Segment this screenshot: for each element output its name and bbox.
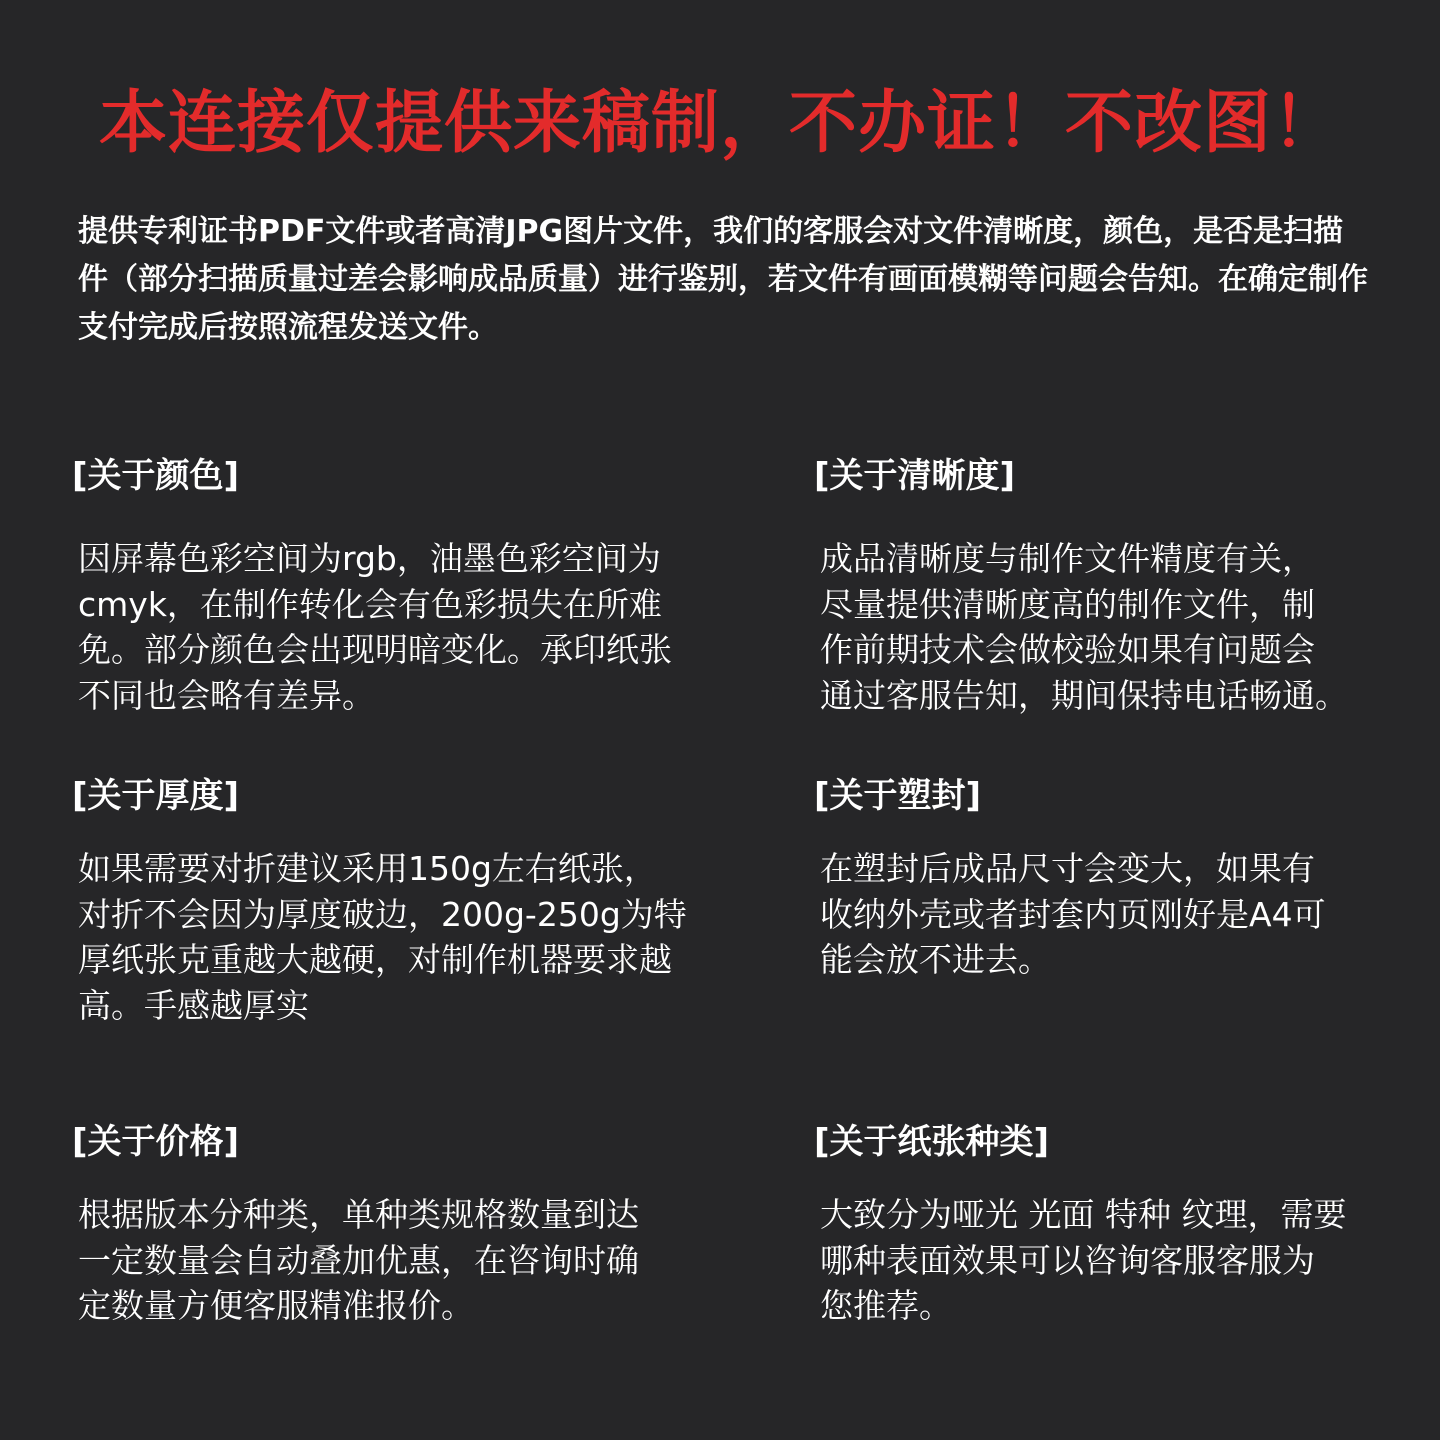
body-line: 通过客服告知，期间保持电话畅通。 (820, 675, 1348, 715)
section-title: [关于塑封] (814, 776, 982, 816)
body-line: 能会放不进去。 (820, 940, 1051, 979)
headline: 本连接仅提供来稿制，不办证！不改图！ (98, 84, 1341, 163)
body-line: cmyk，在制作转化会有色彩损失在所难 (78, 584, 662, 624)
section-paper-types (814, 1122, 1440, 1325)
body-line: 在塑封后成品尺寸会变大，如果有 (820, 849, 1315, 888)
body-line: 高。手感越厚实 (78, 985, 309, 1025)
section-lamination (814, 776, 1440, 979)
body-line: 一定数量会自动叠加优惠，在咨询时确 (78, 1240, 639, 1280)
body-line: 大致分为哑光 光面 特种 纹理，需要 (820, 1195, 1347, 1234)
body-line: 因屏幕色彩空间为rgb，油墨色彩空间为 (78, 539, 661, 578)
body-line: 尽量提供清晰度高的制作文件，制 (820, 584, 1315, 624)
body-line: 免。部分颜色会出现明暗变化。承印纸张 (78, 630, 672, 669)
body-line: 成品清晰度与制作文件精度有关， (820, 539, 1315, 578)
section-title: [关于清晰度] (814, 456, 1016, 496)
body-line: 如果需要对折建议采用150g左右纸张， (78, 849, 657, 888)
section-body (820, 846, 1440, 983)
body-line: 作前期技术会做校验如果有问题会 (820, 630, 1315, 669)
section-thickness (72, 776, 712, 1025)
section-title: [关于厚度] (72, 776, 240, 816)
body-line: 对折不会因为厚度破边，200g-250g为特 (78, 894, 687, 934)
section-title: [关于纸张种类] (814, 1122, 1050, 1162)
section-color (72, 456, 712, 715)
body-line: 您推荐。 (820, 1286, 952, 1325)
section-price (72, 1122, 712, 1325)
section-body (78, 846, 698, 1028)
body-line: 哪种表面效果可以咨询客服客服为 (820, 1240, 1315, 1280)
section-body (78, 1192, 698, 1329)
section-clarity (814, 456, 1440, 715)
section-body (820, 536, 1440, 718)
section-title: [关于价格] (72, 1122, 240, 1162)
section-body (820, 1192, 1440, 1329)
section-body (78, 536, 698, 718)
intro-paragraph: 提供专利证书PDF文件或者高清JPG图片文件，我们的客服会对文件清晰度，颜色，是否是扫描件（部分扫描质量过差会影响成品质量）进行鉴别，若文件有画面模糊等问题会告知。在确定制作支付完成后按照流程发送文件。 (78, 214, 1368, 345)
body-line: 厚纸张克重越大越硬，对制作机器要求越 (78, 940, 672, 979)
body-line: 定数量方便客服精准报价。 (78, 1286, 474, 1325)
body-line: 收纳外壳或者封套内页刚好是A4可 (820, 894, 1326, 934)
body-line: 不同也会略有差异。 (78, 675, 375, 715)
section-title: [关于颜色] (72, 456, 240, 496)
body-line: 根据版本分种类，单种类规格数量到达 (78, 1195, 639, 1234)
